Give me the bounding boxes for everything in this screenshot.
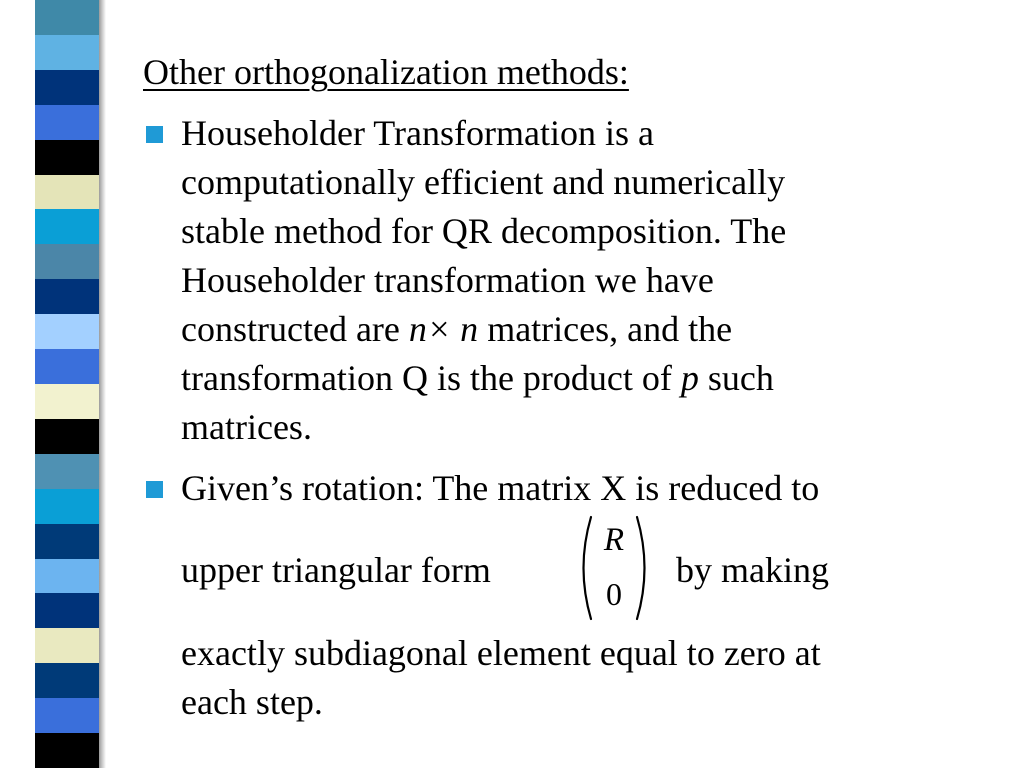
line-5-text-end: matrices, and the — [478, 309, 733, 349]
stripe-block — [35, 314, 99, 349]
bullet-2-line-1: Given’s rotation: The matrix X is reduced to — [181, 468, 820, 508]
stripe-block — [35, 175, 99, 210]
stripe-block — [35, 244, 99, 279]
bullet-1-line-3: stable method for QR decomposition. The — [181, 211, 787, 251]
stripe-block — [35, 384, 99, 419]
stripe-block — [35, 663, 99, 698]
decorative-stripe — [35, 0, 99, 768]
matrix-r-over-zero — [573, 513, 655, 623]
bullet-1-line-2: computationally efficient and numerically — [181, 162, 786, 202]
stripe-block — [35, 209, 99, 244]
stripe-block — [35, 593, 99, 628]
stripe-block — [35, 70, 99, 105]
bullet-1-line-6 — [181, 354, 774, 403]
line-6-text-end: such — [698, 358, 774, 398]
stripe-shadow — [99, 0, 106, 768]
bullet-1-line-1: Householder Transformation is a — [181, 113, 654, 153]
stripe-block — [35, 140, 99, 175]
stripe-block — [35, 733, 99, 768]
stripe-block — [35, 559, 99, 594]
stripe-block — [35, 279, 99, 314]
stripe-block — [35, 349, 99, 384]
bullet-icon — [146, 126, 163, 143]
stripe-block — [35, 35, 99, 70]
stripe-block — [35, 524, 99, 559]
bullet-2-line-2-start: upper triangular form — [181, 550, 491, 590]
matrix-entry-r: R — [603, 522, 625, 558]
bullet-2-line-2-end: by making — [676, 550, 829, 590]
bullet-icon — [146, 481, 163, 498]
stripe-block — [35, 0, 99, 35]
bullet-1-line-4: Householder transformation we have — [181, 260, 714, 300]
math-n-times-n: n× n — [408, 309, 479, 349]
bullet-2-line-3: exactly subdiagonal element equal to zero at — [181, 633, 821, 673]
stripe-block — [35, 419, 99, 454]
line-5-text-start: constructed are — [181, 309, 409, 349]
stripe-block — [35, 628, 99, 663]
stripe-block — [35, 698, 99, 733]
stripe-block — [35, 454, 99, 489]
bullet-1-line-5 — [181, 305, 732, 354]
matrix-entry-zero: 0 — [606, 576, 622, 612]
bullet-2-line-4: each step. — [181, 682, 323, 722]
slide-title: Other orthogonalization methods: — [143, 52, 629, 92]
line-6-text-start: transformation Q is the product of — [181, 358, 681, 398]
bullet-1-line-7: matrices. — [181, 407, 312, 447]
math-p: p — [680, 358, 699, 398]
stripe-block — [35, 105, 99, 140]
stripe-block — [35, 489, 99, 524]
